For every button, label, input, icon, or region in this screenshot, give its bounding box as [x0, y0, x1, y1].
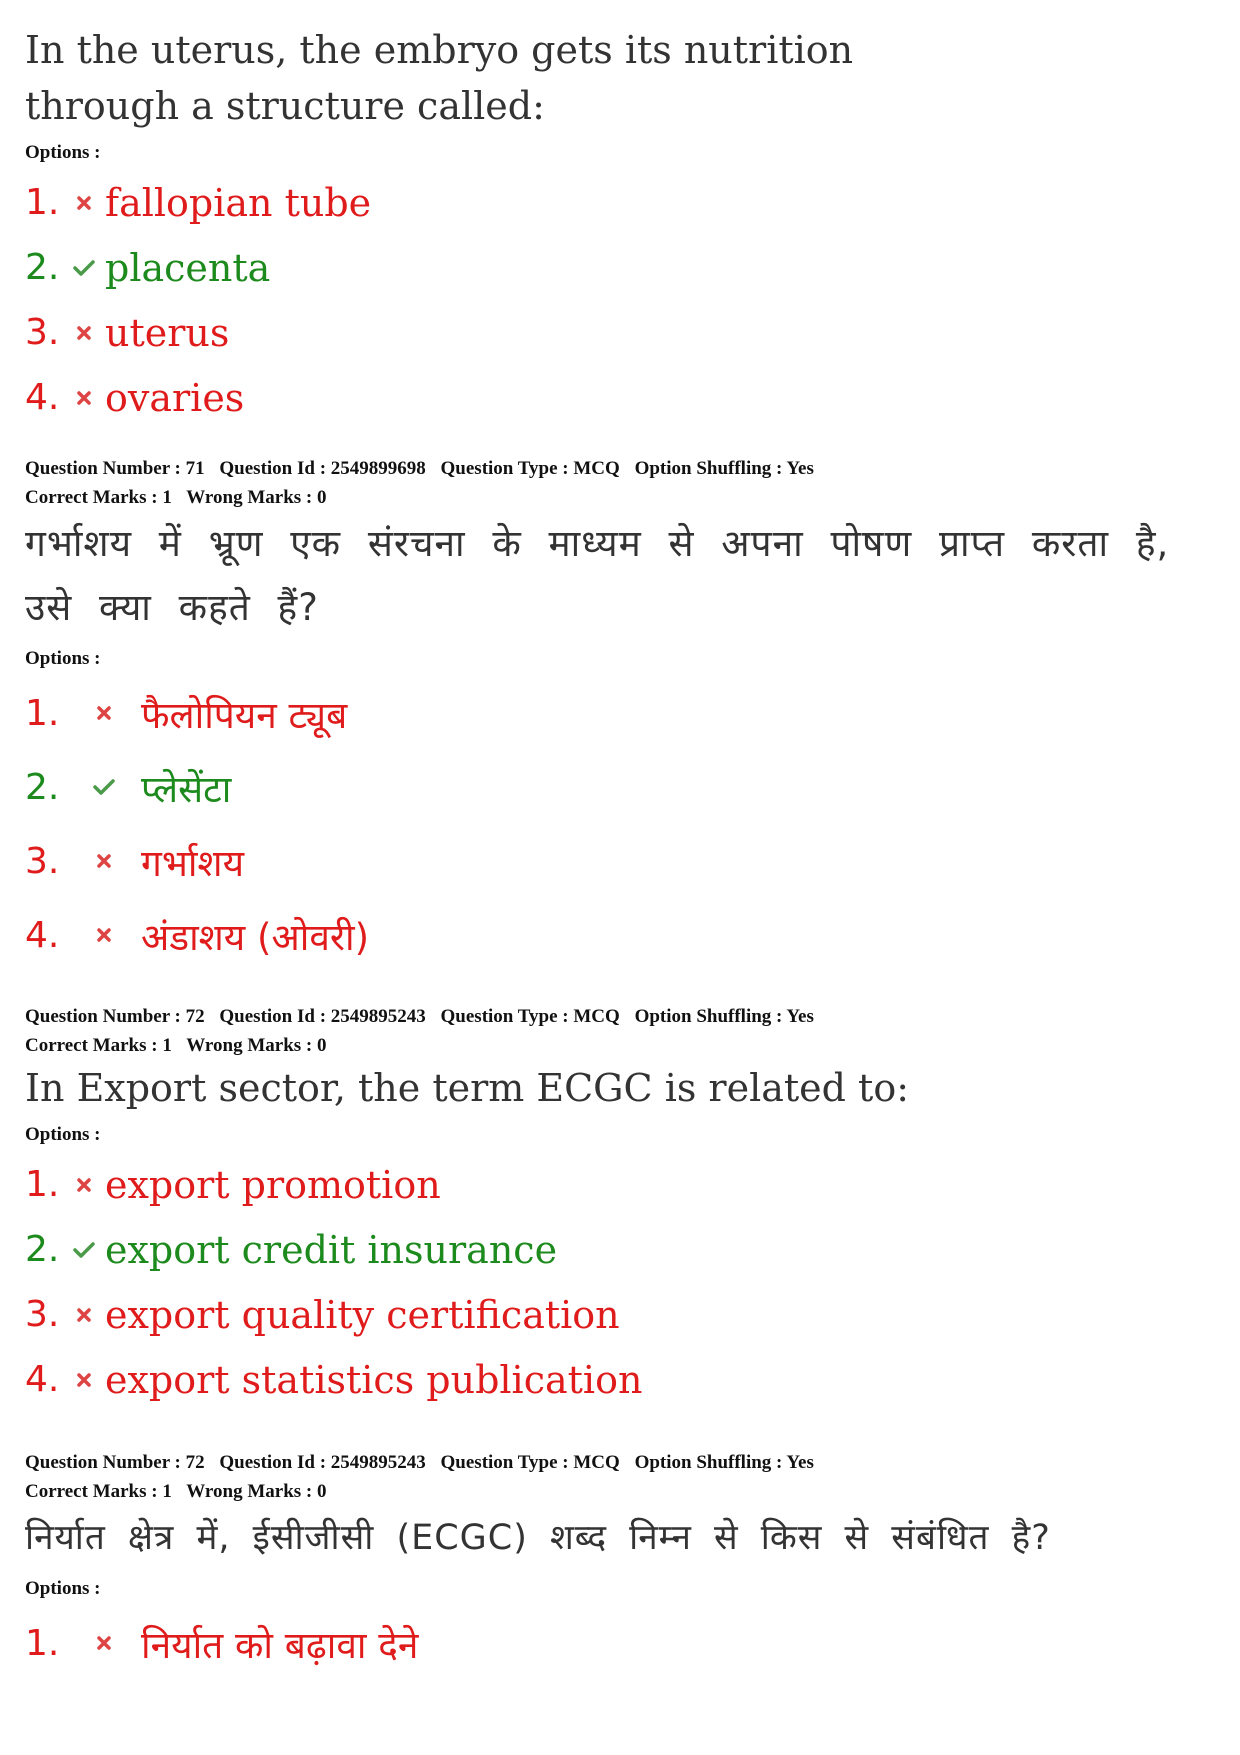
option-item [25, 676, 1225, 750]
wrong-marks: Wrong Marks : 0 [186, 1481, 327, 1502]
question-number: Question Number : 72 [25, 1452, 205, 1473]
option-number: 2. [25, 766, 60, 808]
wrong-marks: Wrong Marks : 0 [186, 487, 327, 508]
question-text: In the uterus, the embryo gets its nutrition through a structure called: [25, 28, 854, 128]
option-text: export promotion [105, 1162, 441, 1207]
question-meta [25, 454, 1225, 483]
option-item [25, 1606, 1225, 1680]
option-number: 1. [25, 1622, 60, 1664]
correct-marks: Correct Marks : 1 [25, 1481, 172, 1502]
correct-marks: Correct Marks : 1 [25, 1035, 172, 1056]
question-text: गर्भाशय में भ्रूण एक संरचना के माध्यम से अपना पोषण प्राप्त करता है, उसे क्या कहते हैं? [25, 522, 1170, 629]
cross-icon [71, 326, 97, 340]
question-number: Question Number : 72 [25, 1006, 205, 1027]
option-number: 1. [25, 692, 60, 734]
question-type: Question Type : MCQ [440, 1006, 620, 1027]
question-block [25, 22, 1225, 430]
option-shuffling: Option Shuffling : Yes [634, 458, 814, 479]
question-paper [25, 22, 1225, 1680]
cross-icon [91, 706, 117, 720]
option-text: export statistics publication [105, 1357, 643, 1402]
question-id: Question Id : 2549895243 [219, 1006, 426, 1027]
option-text: गर्भाशय [141, 841, 245, 885]
question-block [25, 1448, 1225, 1680]
question-block [25, 1002, 1225, 1412]
question-number: Question Number : 71 [25, 458, 205, 479]
option-item [25, 235, 1225, 300]
question-id: Question Id : 2549895243 [219, 1452, 426, 1473]
question-meta [25, 1002, 1225, 1031]
cross-icon [71, 1308, 97, 1322]
option-text: uterus [105, 310, 230, 355]
option-text: प्लेसेंटा [141, 767, 232, 811]
question-type: Question Type : MCQ [440, 458, 620, 479]
question-meta [25, 1448, 1225, 1477]
option-number: 4. [25, 1359, 60, 1400]
option-text: निर्यात को बढ़ावा देने [141, 1623, 419, 1667]
wrong-marks: Wrong Marks : 0 [186, 1035, 327, 1056]
cross-icon [71, 391, 97, 405]
option-item [25, 1217, 1225, 1282]
option-item [25, 750, 1225, 824]
option-number: 3. [25, 1294, 60, 1335]
option-text: ovaries [105, 375, 245, 420]
cross-icon [91, 1636, 117, 1650]
option-item [25, 1152, 1225, 1217]
cross-icon [91, 854, 117, 868]
cross-icon [91, 928, 117, 942]
option-number: 3. [25, 840, 60, 882]
option-number: 4. [25, 914, 60, 956]
option-text: अंडाशय (ओवरी) [141, 915, 370, 959]
marks-meta [25, 483, 1225, 512]
option-number: 3. [25, 312, 60, 353]
option-item [25, 1347, 1225, 1412]
option-text: export quality certification [105, 1292, 620, 1337]
option-item [25, 1282, 1225, 1347]
option-item [25, 300, 1225, 365]
options-label: Options : [25, 1578, 101, 1599]
cross-icon [71, 1178, 97, 1192]
option-item [25, 170, 1225, 235]
question-type: Question Type : MCQ [440, 1452, 620, 1473]
check-icon [71, 260, 97, 276]
option-item [25, 365, 1225, 430]
question-text: निर्यात क्षेत्र में, ईसीजीसी (ECGC) शब्द निम्न से किस से संबंधित है? [25, 1518, 1051, 1558]
option-item [25, 898, 1225, 972]
option-number: 2. [25, 1229, 60, 1270]
check-icon [71, 1242, 97, 1258]
marks-meta [25, 1477, 1225, 1506]
question-text: In Export sector, the term ECGC is related to: [25, 1066, 910, 1110]
question-block [25, 454, 1225, 972]
check-icon [91, 779, 117, 795]
options-label: Options : [25, 648, 101, 669]
cross-icon [71, 196, 97, 210]
question-id: Question Id : 2549899698 [219, 458, 426, 479]
options-label: Options : [25, 1124, 101, 1145]
option-number: 2. [25, 247, 60, 288]
option-text: फैलोपियन ट्यूब [141, 693, 348, 737]
option-text: fallopian tube [105, 180, 372, 225]
option-shuffling: Option Shuffling : Yes [634, 1452, 814, 1473]
option-number: 4. [25, 377, 60, 418]
option-item [25, 824, 1225, 898]
marks-meta [25, 1031, 1225, 1060]
option-shuffling: Option Shuffling : Yes [634, 1006, 814, 1027]
option-number: 1. [25, 1164, 60, 1205]
option-number: 1. [25, 182, 60, 223]
option-text: placenta [105, 245, 271, 290]
correct-marks: Correct Marks : 1 [25, 487, 172, 508]
option-text: export credit insurance [105, 1227, 558, 1272]
options-label: Options : [25, 142, 101, 163]
cross-icon [71, 1373, 97, 1387]
